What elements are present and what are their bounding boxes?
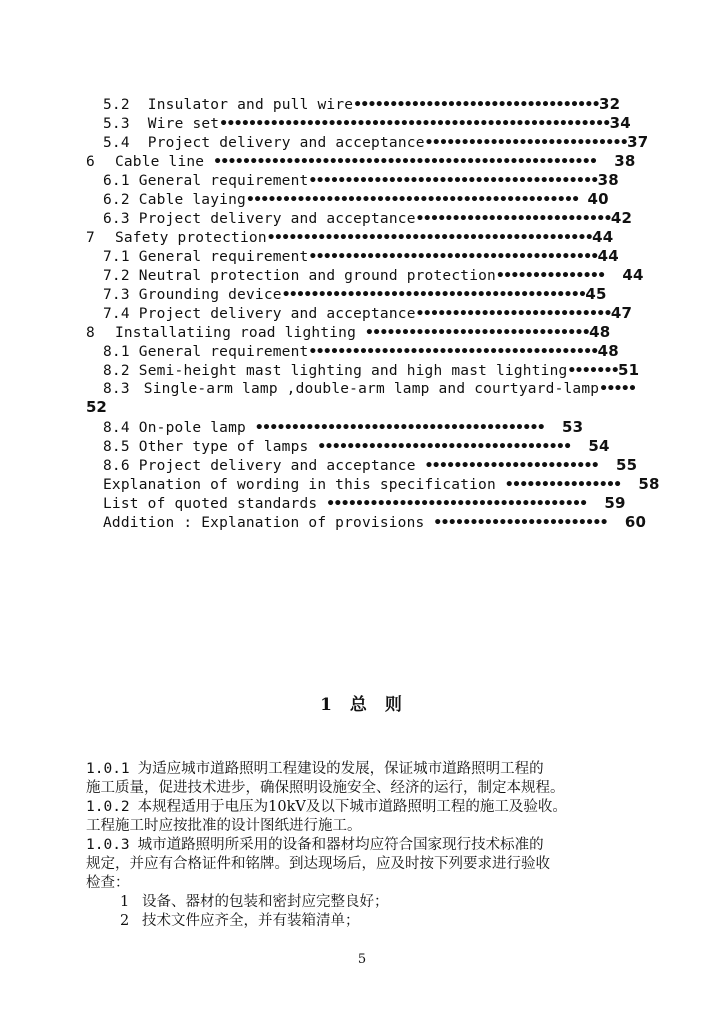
toc-page: 54 [588, 437, 610, 455]
toc-leader-dots: •••••••••••••••••••••••••••• [424, 135, 628, 151]
list-item-text: 设备、器材的包装和密封应完整良好； [142, 894, 389, 910]
toc-label: Cable laying [138, 192, 246, 208]
toc-leader-dots: ••••••••••••••••••••••••••• [415, 211, 611, 227]
toc-number: 7 [86, 230, 95, 246]
toc-leader-dots: •••••••••••••••••••••••••••••••••••••••• [308, 344, 598, 360]
toc-label: List of quoted standards [103, 496, 318, 512]
toc-number: 5.4 [103, 135, 130, 151]
toc-entry[interactable] [103, 342, 619, 361]
clause-text-cont: 检查： [86, 875, 130, 891]
toc-entry[interactable] [103, 133, 648, 152]
toc-page: 58 [638, 475, 660, 493]
toc-page: 34 [609, 114, 631, 132]
clause-1-0-1 [86, 760, 646, 798]
toc-number: 7.3 [103, 287, 130, 303]
toc-number: 7.1 [103, 249, 130, 265]
list-item-number: 2 [120, 913, 130, 929]
toc-page: 44 [597, 247, 619, 265]
list-item [120, 912, 646, 931]
toc-leader-dots: •••••••••••••••••••••••••••••••••• [353, 97, 599, 113]
toc-leader-dots: ••••••••••••••••••••••••••••••• [364, 325, 590, 341]
toc-label: Project delivery and acceptance [138, 306, 416, 322]
toc-number: 8.1 [103, 344, 130, 360]
toc-page: 48 [597, 342, 619, 360]
toc-number: 5.2 [103, 97, 130, 113]
toc-leader-dots: ••••••••••••••••••••••••••••••••••• [317, 439, 571, 455]
toc-leader-dots: •••••••••••••••••••••••••••••••••••••••••••••••••••••• [219, 116, 610, 132]
clause-text: 为适应城市道路照明工程建设的发展，保证城市道路照明工程的 [137, 761, 544, 777]
toc-entry[interactable] [86, 323, 610, 342]
toc-entry[interactable] [103, 266, 644, 285]
toc-number: 8.4 [103, 420, 130, 436]
toc-number: 5.3 [103, 116, 130, 132]
toc-leader-dots: ••••••••••••••••••••••••••••••••••••••••••••• [266, 230, 593, 246]
toc-entry[interactable] [103, 513, 646, 532]
toc-leader-dots: ••••••••••••••••••••••••••••••••••••••••••••••••••••• [213, 154, 597, 170]
toc-entry[interactable] [103, 475, 660, 494]
toc-leader-dots: •••••••••••••••••••••••••••••••••••••••• [308, 249, 598, 265]
toc-leader-dots: •••••••••••••••••••••••• [433, 515, 607, 531]
toc-leader-dots: ••••••• [567, 363, 619, 379]
clause-text: 城市道路照明所采用的设备和器材均应符合国家现行技术标准的 [137, 837, 544, 853]
toc-label: Addition : Explanation of provisions [103, 515, 425, 531]
toc-leader-dots: ••••••••••••••• [496, 268, 605, 284]
toc-page: 44 [622, 266, 644, 284]
toc-label: Project delivery and acceptance [138, 458, 416, 474]
toc-entry[interactable] [103, 456, 637, 475]
toc-entry[interactable] [103, 190, 609, 209]
toc-leader-dots: •••••••••••••••••••••••••••••••••••• [326, 496, 587, 512]
toc-label: Installatiing road lighting [114, 325, 357, 341]
toc-label: Single-arm lamp ,double-arm lamp and courtyard-lamp [143, 381, 600, 397]
toc-number: 6.2 [103, 192, 130, 208]
toc-page: 59 [604, 494, 626, 512]
chapter-title-char: 则 [384, 695, 404, 715]
page-number: 5 [357, 952, 367, 967]
toc-leader-dots: •••••••••••••••••••••••••••••••••••••••• [308, 173, 598, 189]
toc-entry[interactable] [103, 494, 626, 513]
list-item-text: 技术文件应齐全，并有装箱清单； [142, 913, 360, 929]
toc-label: General requirement [138, 173, 309, 189]
toc-number: 8 [86, 325, 95, 341]
toc-entry[interactable] [103, 418, 583, 437]
toc-entry[interactable] [103, 361, 639, 380]
toc-entry[interactable] [103, 209, 632, 228]
toc-number: 6 [86, 154, 95, 170]
toc-page: 47 [610, 304, 633, 322]
toc-entry[interactable] [103, 171, 619, 190]
toc-leader-dots: •••••••••••••••••••••••• [424, 458, 599, 474]
clause-1-0-3 [86, 836, 646, 893]
toc-page: 44 [592, 228, 614, 246]
chapter-number: 1 [320, 695, 334, 715]
toc-page: 53 [561, 418, 584, 436]
toc-page: 55 [615, 456, 638, 474]
toc-number: 6.3 [103, 211, 130, 227]
toc-entry[interactable] [103, 304, 632, 323]
toc-page: 51 [618, 361, 640, 379]
toc-label: Project delivery and acceptance [138, 211, 416, 227]
toc-label: Semi-height mast lighting and high mast lighting [138, 363, 568, 379]
toc-entry[interactable] [103, 380, 635, 399]
chapter-title-char: 总 [349, 695, 369, 715]
toc-number: 8.3 [103, 381, 130, 397]
clause-number: 1.0.3 [86, 837, 130, 853]
toc-number: 6.1 [103, 173, 130, 189]
toc-number: 8.5 [103, 439, 130, 455]
toc-page: 32 [599, 95, 621, 113]
toc-label: Safety protection [114, 230, 267, 246]
toc-number: 7.2 [103, 268, 130, 284]
clause-text-cont: 规定，并应有合格证件和铭牌。到达现场后，应及时按下列要求进行验收 [86, 856, 550, 872]
toc-entry[interactable] [86, 228, 613, 247]
toc-leader-dots: ••••• [599, 381, 636, 397]
toc-label: Neutral protection and ground protection [138, 268, 496, 284]
toc-page: 60 [624, 513, 647, 531]
toc-leader-dots: •••••••••••••••••••••••••••••••••••••••••••••• [245, 192, 579, 208]
clause-text: 本规程适用于电压为10kV及以下城市道路照明工程的施工及验收。 [137, 799, 567, 815]
list-item [120, 893, 646, 912]
item-list [86, 893, 646, 931]
clause-number: 1.0.1 [86, 761, 130, 777]
toc-label: Wire set [147, 116, 220, 132]
toc-label: Project delivery and acceptance [147, 135, 425, 151]
toc-label: On-pole lamp [138, 420, 246, 436]
chapter-heading [0, 690, 724, 715]
toc-leader-dots: •••••••••••••••• [504, 477, 621, 493]
toc-page: 48 [589, 323, 611, 341]
toc-page: 42 [610, 209, 633, 227]
toc-entry[interactable] [103, 247, 619, 266]
toc-number: 7.4 [103, 306, 130, 322]
toc-label: General requirement [138, 344, 309, 360]
toc-entry[interactable] [103, 95, 620, 114]
toc-label: Cable line [114, 154, 205, 170]
clause-text-cont: 施工质量，促进技术进步，确保照明设施安全、经济的运行，制定本规程。 [86, 780, 565, 796]
toc-label: Grounding device [138, 287, 282, 303]
toc-label: General requirement [138, 249, 309, 265]
clause-text-cont: 工程施工时应按批准的设计图纸进行施工。 [86, 818, 362, 834]
toc-entry[interactable] [103, 437, 610, 456]
toc-label: Insulator and pull wire [147, 97, 354, 113]
toc-page: 45 [585, 285, 607, 303]
toc-entry[interactable] [86, 152, 636, 171]
toc-number: 8.2 [103, 363, 130, 379]
clause-1-0-2 [86, 798, 646, 836]
list-item-number: 1 [120, 894, 130, 910]
toc-entry[interactable] [103, 114, 631, 133]
toc-entry[interactable] [103, 285, 607, 304]
toc-page: 38 [597, 171, 619, 189]
toc-leader-dots: •••••••••••••••••••••••••••••••••••••••• [254, 420, 545, 436]
toc-leader-dots: •••••••••••••••••••••••••••••••••••••••••• [281, 287, 586, 303]
toc-page-wrapped: 52 [86, 398, 107, 416]
toc-leader-dots: ••••••••••••••••••••••••••• [415, 306, 611, 322]
toc-page: 37 [627, 133, 649, 151]
toc-page: 38 [614, 152, 636, 170]
toc-page: 40 [587, 190, 609, 208]
toc-label: Other type of lamps [138, 439, 309, 455]
toc-number: 8.6 [103, 458, 130, 474]
clause-number: 1.0.2 [86, 799, 130, 815]
toc-label: Explanation of wording in this specification [103, 477, 496, 493]
